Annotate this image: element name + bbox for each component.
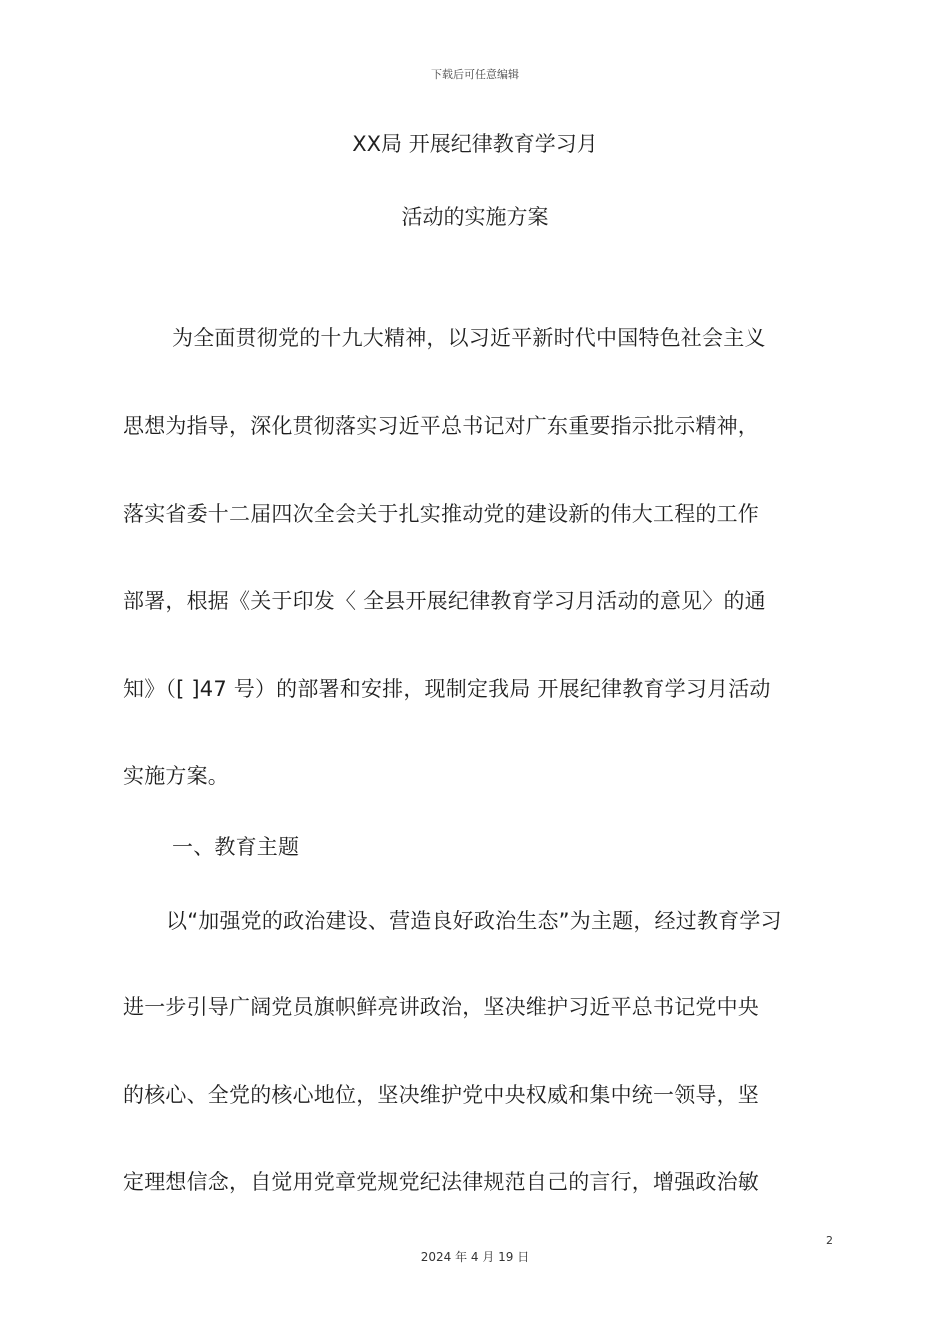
body-line: 知》（[ ]47 号）的部署和安排，现制定我局 开展纪律教育学习月活动	[123, 677, 771, 701]
body-line: 落实省委十二届四次全会关于扎实推动党的建设新的伟大工程的工作	[123, 502, 759, 526]
body-line: 定理想信念，自觉用党章党规党纪法律规范自己的言行，增强政治敏	[123, 1170, 759, 1194]
page-number: 2	[826, 1234, 833, 1247]
body-line: 进一步引导广阔党员旗帜鲜亮讲政治，坚决维护习近平总书记党中央	[123, 995, 759, 1019]
document-title-line-1: XX局 开展纪律教育学习月	[352, 132, 598, 156]
section-heading: 一、教育主题	[172, 835, 300, 859]
body-line: 思想为指导，深化贯彻落实习近平总书记对广东重要指示批示精神，	[123, 414, 759, 438]
body-line: 部署，根据《关于印发〈 全县开展纪律教育学习月活动的意见〉的通	[123, 589, 766, 613]
footer-date: 2024 年 4 月 19 日	[420, 1250, 530, 1264]
body-line: 实施方案。	[123, 764, 229, 788]
header-note: 下载后可任意编辑	[431, 68, 519, 81]
body-line: 为全面贯彻党的十九大精神，以习近平新时代中国特色社会主义	[172, 326, 766, 350]
body-line: 的核心、全党的核心地位，坚决维护党中央权威和集中统一领导，坚	[123, 1083, 759, 1107]
body-line: 以“加强党的政治建设、营造良好政治生态”为主题，经过教育学习	[166, 909, 782, 933]
document-title-line-2: 活动的实施方案	[401, 205, 549, 229]
